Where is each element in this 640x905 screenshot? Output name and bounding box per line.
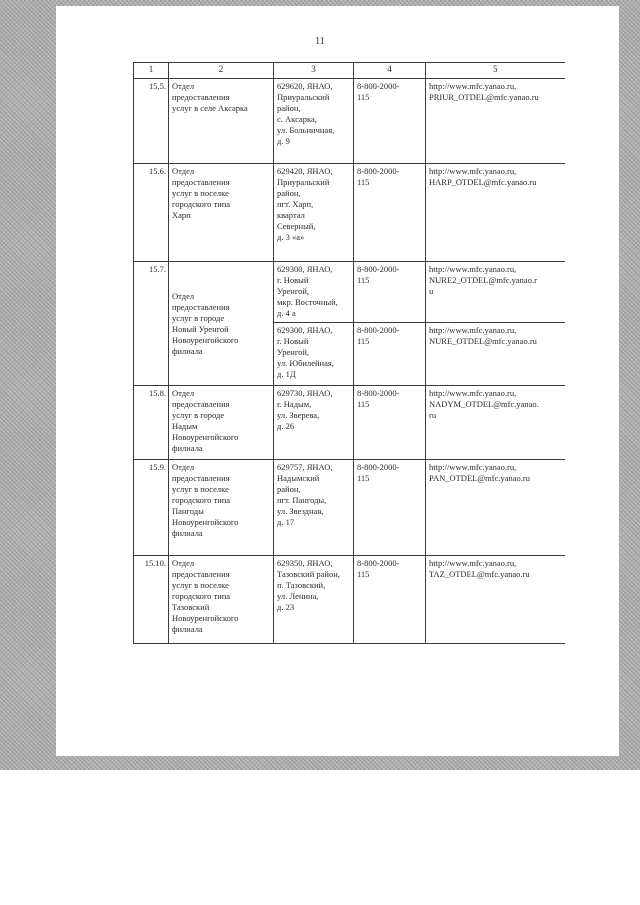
office-phone: 8-800-2000- 115 (354, 556, 426, 644)
column-header: 4 (354, 63, 426, 79)
page-number: 11 (315, 36, 325, 47)
office-web-email: http://www.mfc.yanao.ru, HARP_OTDEL@mfc.yanao.ru (426, 164, 565, 262)
row-number: 15.9. (134, 460, 169, 556)
row-number: 15.5. (134, 79, 169, 164)
office-web-email: http://www.mfc.yanao.ru, TAZ_OTDEL@mfc.yanao.ru (426, 556, 565, 644)
table-row (134, 460, 565, 556)
offices-table (133, 62, 565, 644)
office-address: 629420, ЯНАО, Приуральский район, пгт. Харп, квартал Северный, д. 3 «а» (274, 164, 354, 262)
table-row (134, 262, 565, 323)
office-name: Отдел предоставления услуг в поселке городского типа Пангоды Новоуренгойского филиала (169, 460, 274, 556)
table-header-row (134, 63, 565, 79)
office-web-email: http://www.mfc.yanao.ru, NURE_OTDEL@mfc.yanao.ru (426, 323, 565, 386)
row-number: 15.8. (134, 386, 169, 460)
office-phone: 8-800-2000- 115 (354, 262, 426, 323)
row-number: 15.7. (134, 262, 169, 386)
table-row (134, 164, 565, 262)
column-header: 3 (274, 63, 354, 79)
column-header: 2 (169, 63, 274, 79)
office-phone: 8-800-2000- 115 (354, 164, 426, 262)
office-phone: 8-800-2000- 115 (354, 460, 426, 556)
office-web-email: http://www.mfc.yanao.ru, NADYM_OTDEL@mfc.yanao. ru (426, 386, 565, 460)
office-phone: 8-800-2000- 115 (354, 386, 426, 460)
office-address: 629300, ЯНАО, г. Новый Уренгой, мкр. Восточный, д. 4 а (274, 262, 354, 323)
office-address: 629730, ЯНАО, г. Надым, ул. Зверева, д. 26 (274, 386, 354, 460)
row-number: 15.10. (134, 556, 169, 644)
column-header: 1 (134, 63, 169, 79)
table-row (134, 79, 565, 164)
office-web-email: http://www.mfc.yanao.ru, NURE2_OTDEL@mfc.yanao.r u (426, 262, 565, 323)
table-row (134, 556, 565, 644)
office-name: Отдел предоставления услуг в поселке городского типа Харп (169, 164, 274, 262)
office-phone: 8-800-2000- 115 (354, 79, 426, 164)
office-address: 629757, ЯНАО, Надымский район, пгт. Пангоды, ул. Звездная, д. 17 (274, 460, 354, 556)
office-phone: 8-800-2000- 115 (354, 323, 426, 386)
office-address: 629620, ЯНАО, Приуральский район, с. Аксарка, ул. Больничная, д. 9 (274, 79, 354, 164)
office-address: 629300, ЯНАО, г. Новый Уренгой, ул. Юбилейная, д. 1Д (274, 323, 354, 386)
office-name: Отдел предоставления услуг в поселке городского типа Тазовский Новоуренгойского филиала (169, 556, 274, 644)
office-web-email: http://www.mfc.yanao.ru, PRIUR_OTDEL@mfc.yanao.ru (426, 79, 565, 164)
row-number: 15.6. (134, 164, 169, 262)
column-header: 5 (426, 63, 565, 79)
table-row (134, 386, 565, 460)
office-address: 629350, ЯНАО, Тазовский район, п. Тазовский, ул. Ленина, д. 23 (274, 556, 354, 644)
office-name: Отдел предоставления услуг в селе Аксарка (169, 79, 274, 164)
office-web-email: http://www.mfc.yanao.ru, PAN_OTDEL@mfc.yanao.ru (426, 460, 565, 556)
office-name: Отдел предоставления услуг в городе Новый Уренгой Новоуренгойского филиала (169, 262, 274, 386)
office-name: Отдел предоставления услуг в городе Надым Новоуренгойского филиала (169, 386, 274, 460)
